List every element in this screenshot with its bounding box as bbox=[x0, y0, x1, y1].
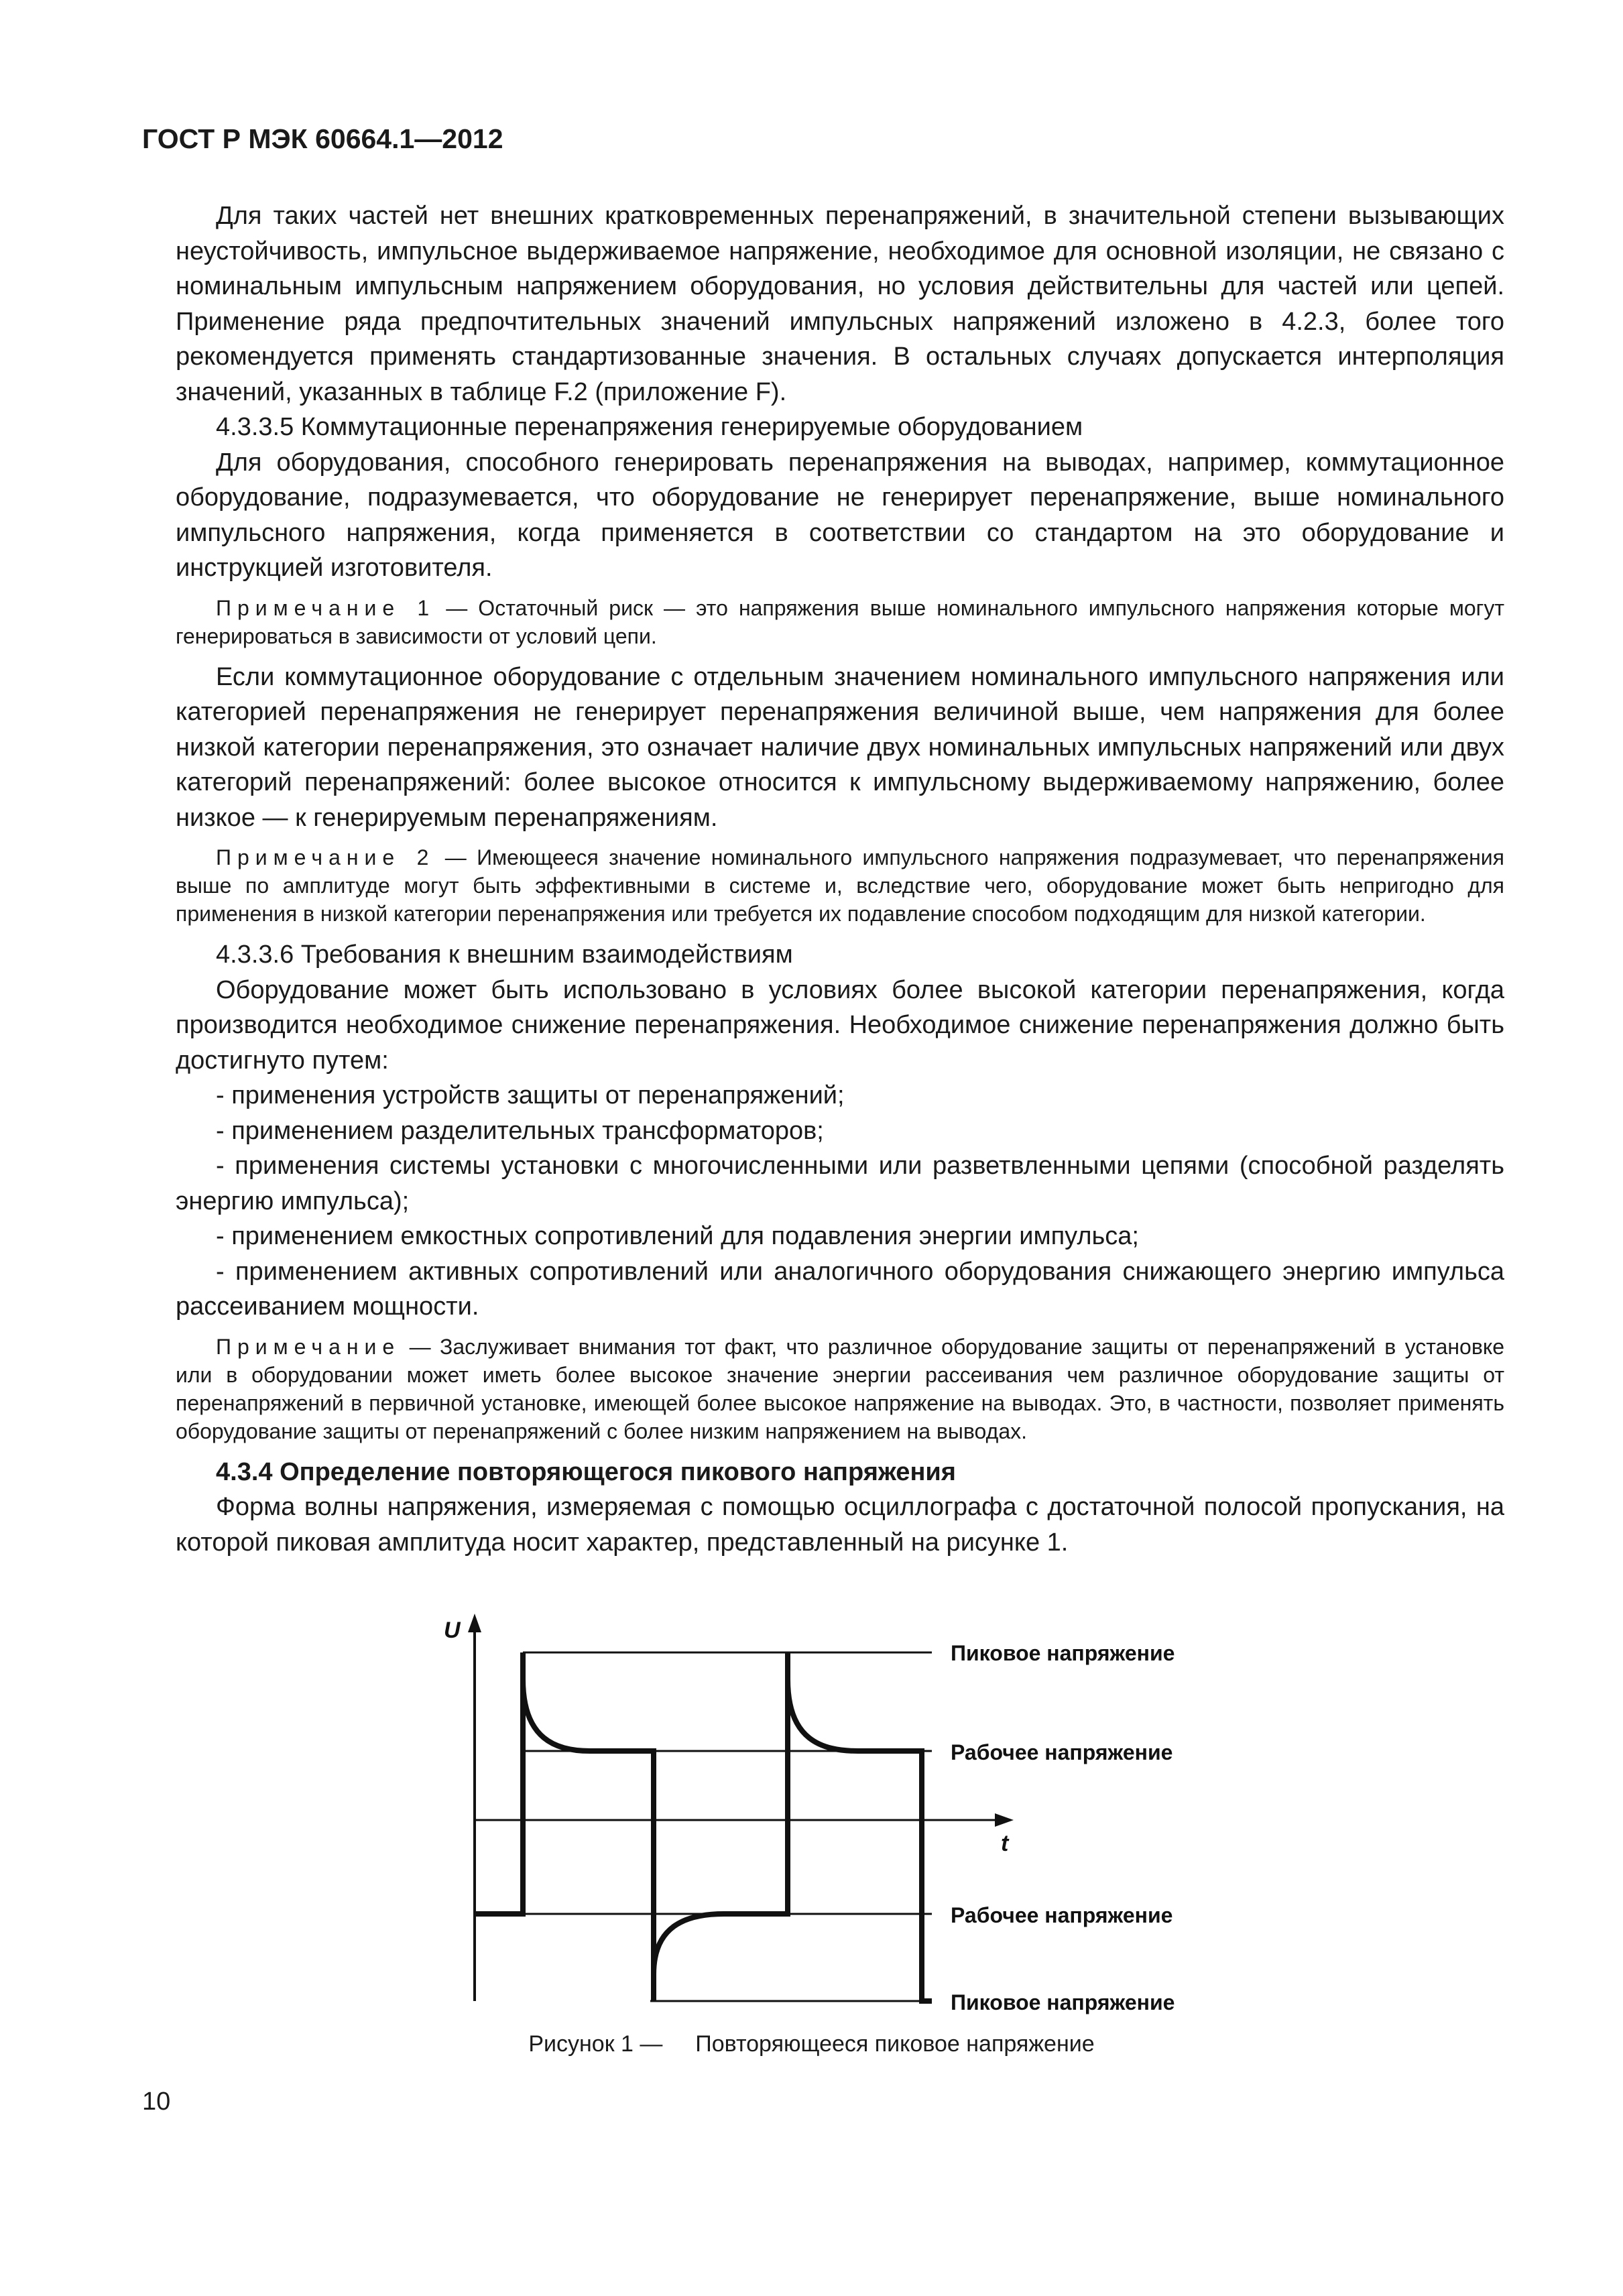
paragraph: Если коммутационное оборудование с отдельным значением номинального импульсного напряжения или категорией перенапряжения не генерирует перенапряжения величиной выше, чем напряжения для более низкой категории перенапряжения, это означает наличие двух номинальных импульсных напряжений или двух категорий перенапряжений: более высокое относится к импульсному выдерживаемому напряжению, более низкое — к генерируемым перенапряжениям. bbox=[176, 662, 1504, 832]
waveform-diagram bbox=[402, 1612, 1274, 2014]
peak-top-label: Пиковое напряжение bbox=[951, 1641, 1175, 1665]
section-heading-434: 4.3.4 Определение повторяющегося пикового напряжения bbox=[216, 1457, 956, 1486]
u-axis-arrow bbox=[468, 1614, 481, 1632]
note-text: — Заслуживает внимания тот факт, что различное оборудование защиты от перенапряжений в установке или в оборудовании может иметь более высокое значение энергии рассеивания чем различное оборудование защиты от перенапряжений в первичной установке, имеющей более высокое напряжение на выводах. Это, в частности, позволяет применять оборудование защиты от перенапряжений с более низким напряжением на выводах. bbox=[176, 1334, 1504, 1443]
page-number: 10 bbox=[142, 2088, 171, 2116]
document-header: ГОСТ Р МЭК 60664.1—2012 bbox=[142, 123, 503, 154]
list-item: - применением емкостных сопротивлений для подавления энергии импульса; bbox=[216, 1222, 1139, 1250]
paragraph: Оборудование может быть использовано в условиях более высокой категории перенапряжения, когда производится необходимое снижение перенапряжения. Необходимое снижение перенапряжения должно быть достигнуто путем: bbox=[176, 975, 1504, 1075]
list-item: - применением активных сопротивлений или аналогичного оборудования снижающего энергию импульса рассеиванием мощности. bbox=[176, 1257, 1504, 1321]
note-label: Примечание bbox=[216, 1334, 401, 1359]
note-2 bbox=[176, 843, 1504, 928]
note-label: Примечание 1 bbox=[216, 595, 436, 620]
note-text: — Имеющееся значение номинального импульсного напряжения подразумевает, что перенапряжения выше по амплитуде могут быть эффективными в системе и, вследствие чего, оборудование может быть непригодно для применения в низкой категории перенапряжения или требуется их подавление способом подходящим для низкой категории. bbox=[176, 845, 1505, 926]
list-item: - применения устройств защиты от перенапряжений; bbox=[216, 1081, 845, 1109]
u-axis-label: U bbox=[444, 1618, 461, 1643]
body-text bbox=[176, 198, 1504, 1560]
figure-1 bbox=[402, 1612, 1274, 2014]
note-text: — Остаточный риск — это напряжения выше номинального импульсного напряжения которые могут генерироваться в зависимости от условий цепи. bbox=[176, 595, 1504, 648]
caption-number: Рисунок 1 — bbox=[528, 2031, 663, 2057]
note-1 bbox=[176, 594, 1504, 650]
section-heading-4336: 4.3.3.6 Требования к внешним взаимодействиям bbox=[216, 941, 793, 969]
paragraph: Для оборудования, способного генерировать перенапряжения на выводах, например, коммутационное оборудование, подразумевается, что оборудование не генерирует перенапряжение, выше номинального импульсного напряжения, когда применяется в соответствии со стандартом на это оборудование и инструкцией изготовителя. bbox=[176, 448, 1504, 582]
figure-caption bbox=[0, 2031, 1623, 2057]
peak-bottom-label: Пиковое напряжение bbox=[951, 1990, 1175, 2014]
t-axis-arrow bbox=[995, 1813, 1014, 1827]
list-item: - применением разделительных трансформаторов; bbox=[216, 1116, 824, 1145]
work-top-label: Рабочее напряжение bbox=[951, 1740, 1173, 1764]
note-label: Примечание 2 bbox=[216, 845, 435, 869]
list-item: - применения системы установки с многочисленными или разветвленными цепями (способной разделять энергию импульса); bbox=[176, 1152, 1504, 1215]
voltage-waveform bbox=[475, 1652, 932, 2001]
caption-text: Повторяющееся пиковое напряжение bbox=[695, 2031, 1095, 2057]
section-heading-4335: 4.3.3.5 Коммутационные перенапряжения генерируемые оборудованием bbox=[216, 413, 1083, 441]
work-bottom-label: Рабочее напряжение bbox=[951, 1903, 1173, 1927]
paragraph: Для таких частей нет внешних кратковременных перенапряжений, в значительной степени вызывающих неустойчивость, импульсное выдерживаемое напряжение, необходимое для основной изоляции, не связано с номинальным импульсным напряжением оборудования, но условия действительны для частей или цепей. Применение ряда предпочтительных значений импульсных напряжений изложено в 4.2.3, более того рекомендуется применять стандартизованные значения. В остальных случаях допускается интерполяция значений, указанных в таблице F.2 (приложение F). bbox=[176, 202, 1504, 406]
note-3 bbox=[176, 1333, 1504, 1445]
paragraph: Форма волны напряжения, измеряемая с помощью осциллографа с достаточной полосой пропускания, на которой пиковая амплитуда носит характер, представленный на рисунке 1. bbox=[176, 1493, 1504, 1557]
t-axis-label: t bbox=[1001, 1831, 1009, 1856]
